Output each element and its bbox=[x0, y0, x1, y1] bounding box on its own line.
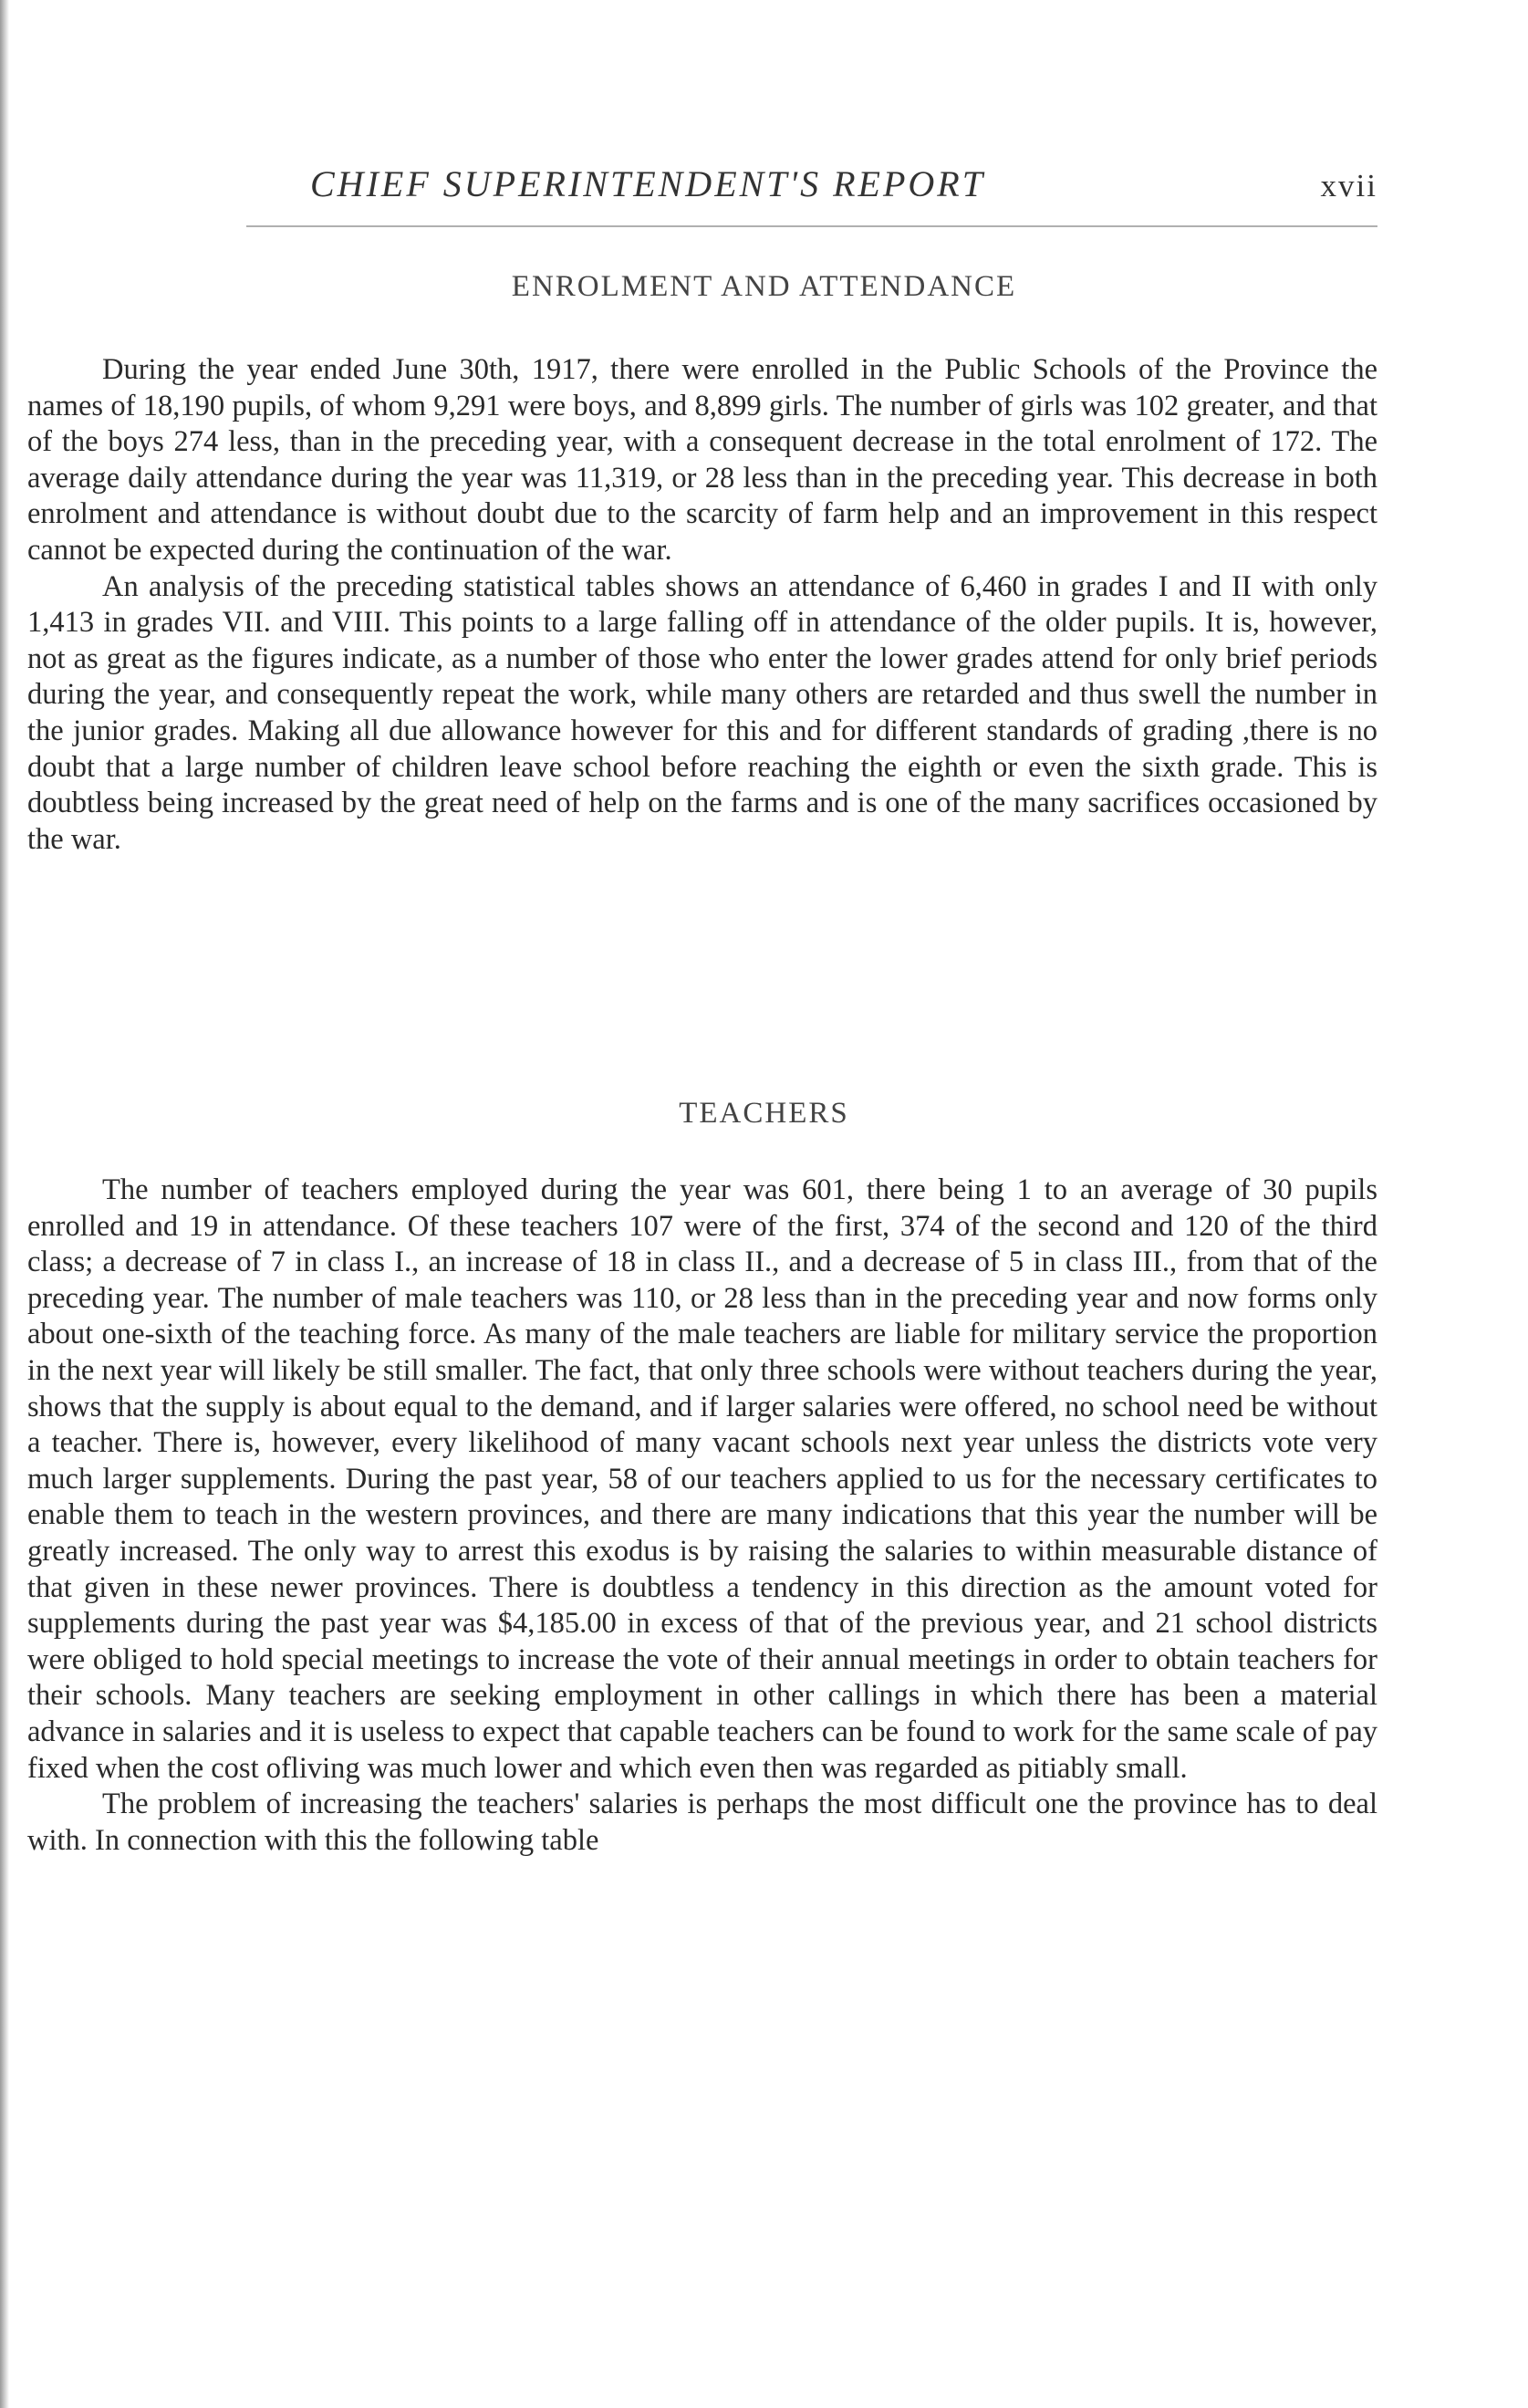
page-edge bbox=[0, 0, 9, 2408]
paragraph-teachers-2: The problem of increasing the teachers' salaries is perhaps the most difficult one the province has to deal with. In connection with this the following table bbox=[27, 1788, 1377, 1857]
section-body-teachers bbox=[27, 1173, 1377, 1859]
section-body-enrolment bbox=[27, 352, 1377, 858]
running-title: CHIEF SUPERINTENDENT'S REPORT bbox=[310, 163, 985, 204]
page-number: xvii bbox=[1320, 168, 1377, 203]
paragraph-enrolment-1: During the year ended June 30th, 1917, there were enrolled in the Public Schools of the Province the names of 18,190 pupils, of whom 9,291 were boys, and 8,899 girls. The number of girls was 102 greater, and that of the boys 274 less, than in the preceding year, with a consequent decrease in the total enrolment of 172. The average daily attendance during the year was 11,319, or 28 less than in the preceding year. This decrease in both enrolment and attendance is without doubt due to the scarcity of farm help and an improvement in this respect cannot be expected during the continuation of the war. bbox=[27, 353, 1377, 567]
paragraph-enrolment-2: An analysis of the preceding statistical tables shows an attendance of 6,460 in grades I and II with only 1,413 in grades VII. and VIII. This points to a large falling off in attendance of the older pupils. It is, however, not as great as the figures indicate, as a number of those who enter the lower grades attend for only brief periods during the year, and consequently repeat the work, while many others are retarded and thus swell the number in the junior grades. Making all due allowance however for this and for different standards of grading ,there is no doubt that a large number of children leave school before reaching the eighth or even the sixth grade. This is doubtless being increased by the great need of help on the farms and is one of the many sacrifices occasioned by the war. bbox=[27, 569, 1377, 856]
paragraph-teachers-1: The number of teachers employed during the year was 601, there being 1 to an average of 30 pupils enrolled and 19 in attendance. Of these teachers 107 were of the first, 374 of the second and 120 of the third class; a decrease of 7 in class I., an increase of 18 in class II., and a decrease of 5 in class III., from that of the preceding year. The number of male teachers was 110, or 28 less than in the preceding year and now forms only about one-sixth of the teaching force. As many of the male teachers are liable for military service the proportion in the next year will likely be still smaller. The fact, that only three schools were without teachers during the year, shows that the supply is about equal to the demand, and if larger salaries were offered, no school need be without a teacher. There is, however, every likelihood of many vacant schools next year unless the districts vote very much larger supplements. During the past year, 58 of our teachers applied to us for the necessary certificates to enable them to teach in the western provinces, and there are many indications that this year the number will be greatly increased. The only way to arrest this exodus is by raising the salaries to within measurable distance of that given in these newer provinces. There is doubtless a tendency in this direction as the amount voted for supplements during the past year was $4,185.00 in excess of that of the previous year, and 21 school districts were obliged to hold special meetings to increase the vote of their annual meetings in order to obtain teachers for their schools. Many teachers are seeking employment in other callings in which there has been a material advance in salaries and it is useless to expect that capable teachers can be found to work for the same scale of pay fixed when the cost ofliving was much lower and which even then was regarded as pitiably small. bbox=[27, 1173, 1377, 1785]
section-heading-enrolment: ENROLMENT AND ATTENDANCE bbox=[511, 270, 1017, 303]
section-heading-teachers: TEACHERS bbox=[679, 1097, 849, 1130]
running-head bbox=[219, 162, 1377, 217]
header-rule bbox=[246, 225, 1377, 227]
